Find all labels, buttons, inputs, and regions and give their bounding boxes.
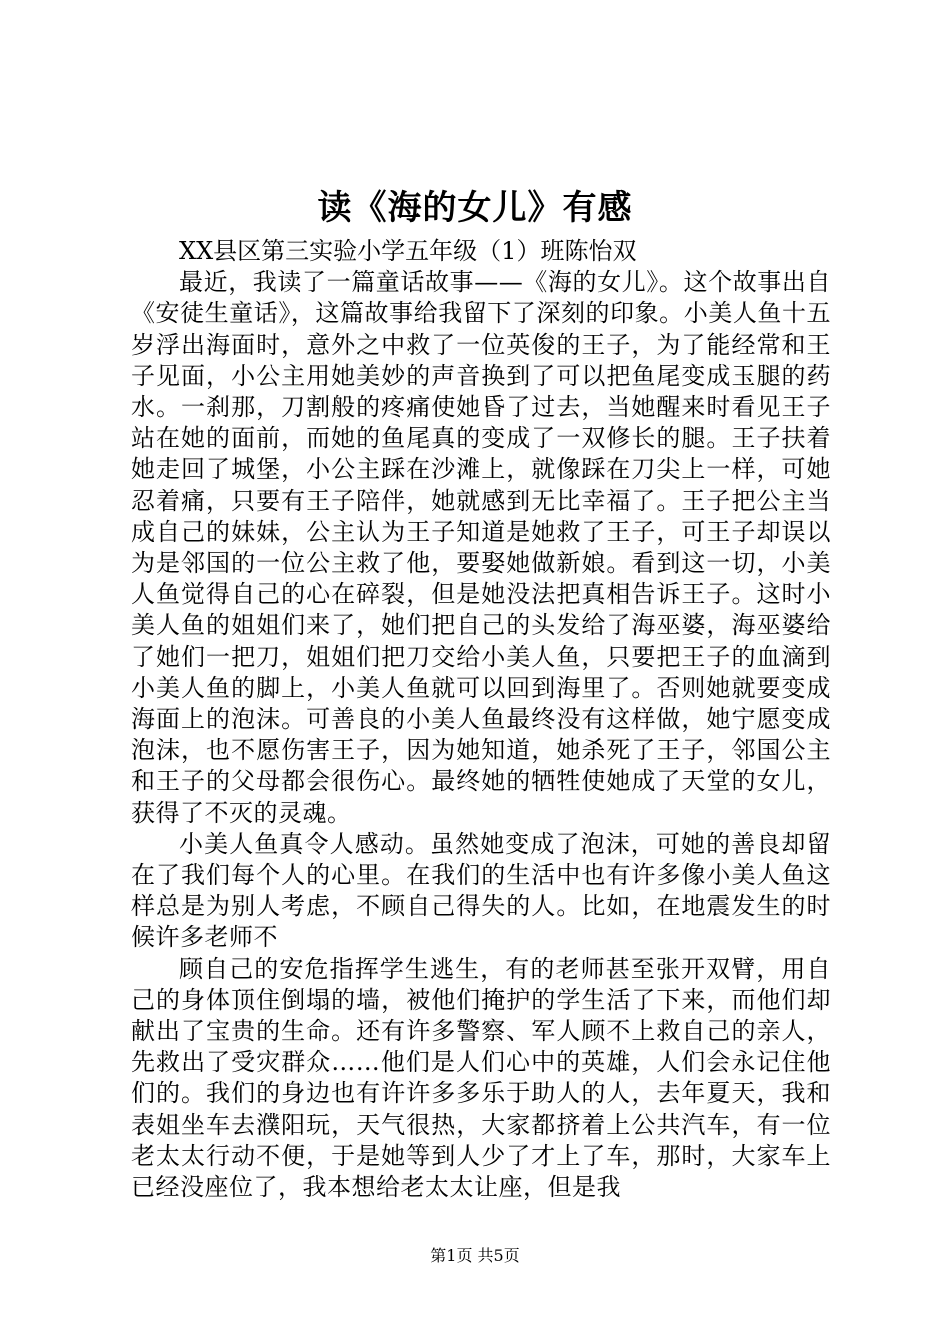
paragraph: 最近，我读了一篇童话故事——《海的女儿》。这个故事出自《安徒生童话》，这篇故事给我留下了深刻的印象。小美人鱼十五岁浮出海面时，意外之中救了一位英俊的王子，为了能经常和王子见面，小公主用她美妙的声音换到了可以把鱼尾变成玉腿的药水。一刹那，刀割般的疼痛使她昏了过去，当她醒来时看见王子站在她的面前，而她的鱼尾真的变成了一双修长的腿。王子扶着她走回了城堡，小公主踩在沙滩上，就像踩在刀尖上一样，可她忍着痛，只要有王子陪伴，她就感到无比幸福了。王子把公主当成自己的妹妹，公主认为王子知道是她救了王子，可王子却误以为是邻国的一位公主救了他，要娶她做新娘。看到这一切，小美人鱼觉得自己的心在碎裂，但是她没法把真相告诉王子。这时小美人鱼的姐姐们来了，她们把自己的头发给了海巫婆，海巫婆给了她们一把刀，姐姐们把刀交给小美人鱼，只要把王子的血滴到小美人鱼的脚上，小美人鱼就可以回到海里了。否则她就要变成海面上的泡沫。可善良的小美人鱼最终没有这样做，她宁愿变成泡沫，也不愿伤害王子，因为她知道，她杀死了王子，邻国公主和王子的父母都会很伤心。最终她的牺牲使她成了天堂的女儿，获得了不灭的灵魂。 — [131, 268, 831, 827]
paragraph: 顾自己的安危指挥学生逃生，有的老师甚至张开双臂，用自己的身体顶住倒塌的墙，被他们掩护的学生活了下来，而他们却献出了宝贵的生命。还有许多警察、军人顾不上救自己的亲人，先救出了受灾群众……他们是人们心中的英雄，人们会永记住他们的。我们的身边也有许许多多乐于助人的人，去年夏天，我和表姐坐车去濮阳玩，天气很热，大家都挤着上公共汽车，有一位老太太行动不便，于是她等到人少了才上了车，那时，大家车上已经没座位了，我本想给老太太让座，但是我 — [131, 954, 831, 1202]
document-title: 读《海的女儿》有感 — [317, 188, 633, 228]
paragraph: 小美人鱼真令人感动。虽然她变成了泡沫，可她的善良却留在了我们每个人的心里。在我们的生活中也有许多像小美人鱼这样总是为别人考虑，不顾自己得失的人。比如，在地震发生的时候许多老师不 — [131, 829, 831, 952]
author-line: XX县区第三实验小学五年级（1）班陈怡双 — [179, 237, 637, 265]
document-body — [131, 236, 831, 1203]
page-footer: 第1页 共5页 — [430, 1246, 520, 1265]
